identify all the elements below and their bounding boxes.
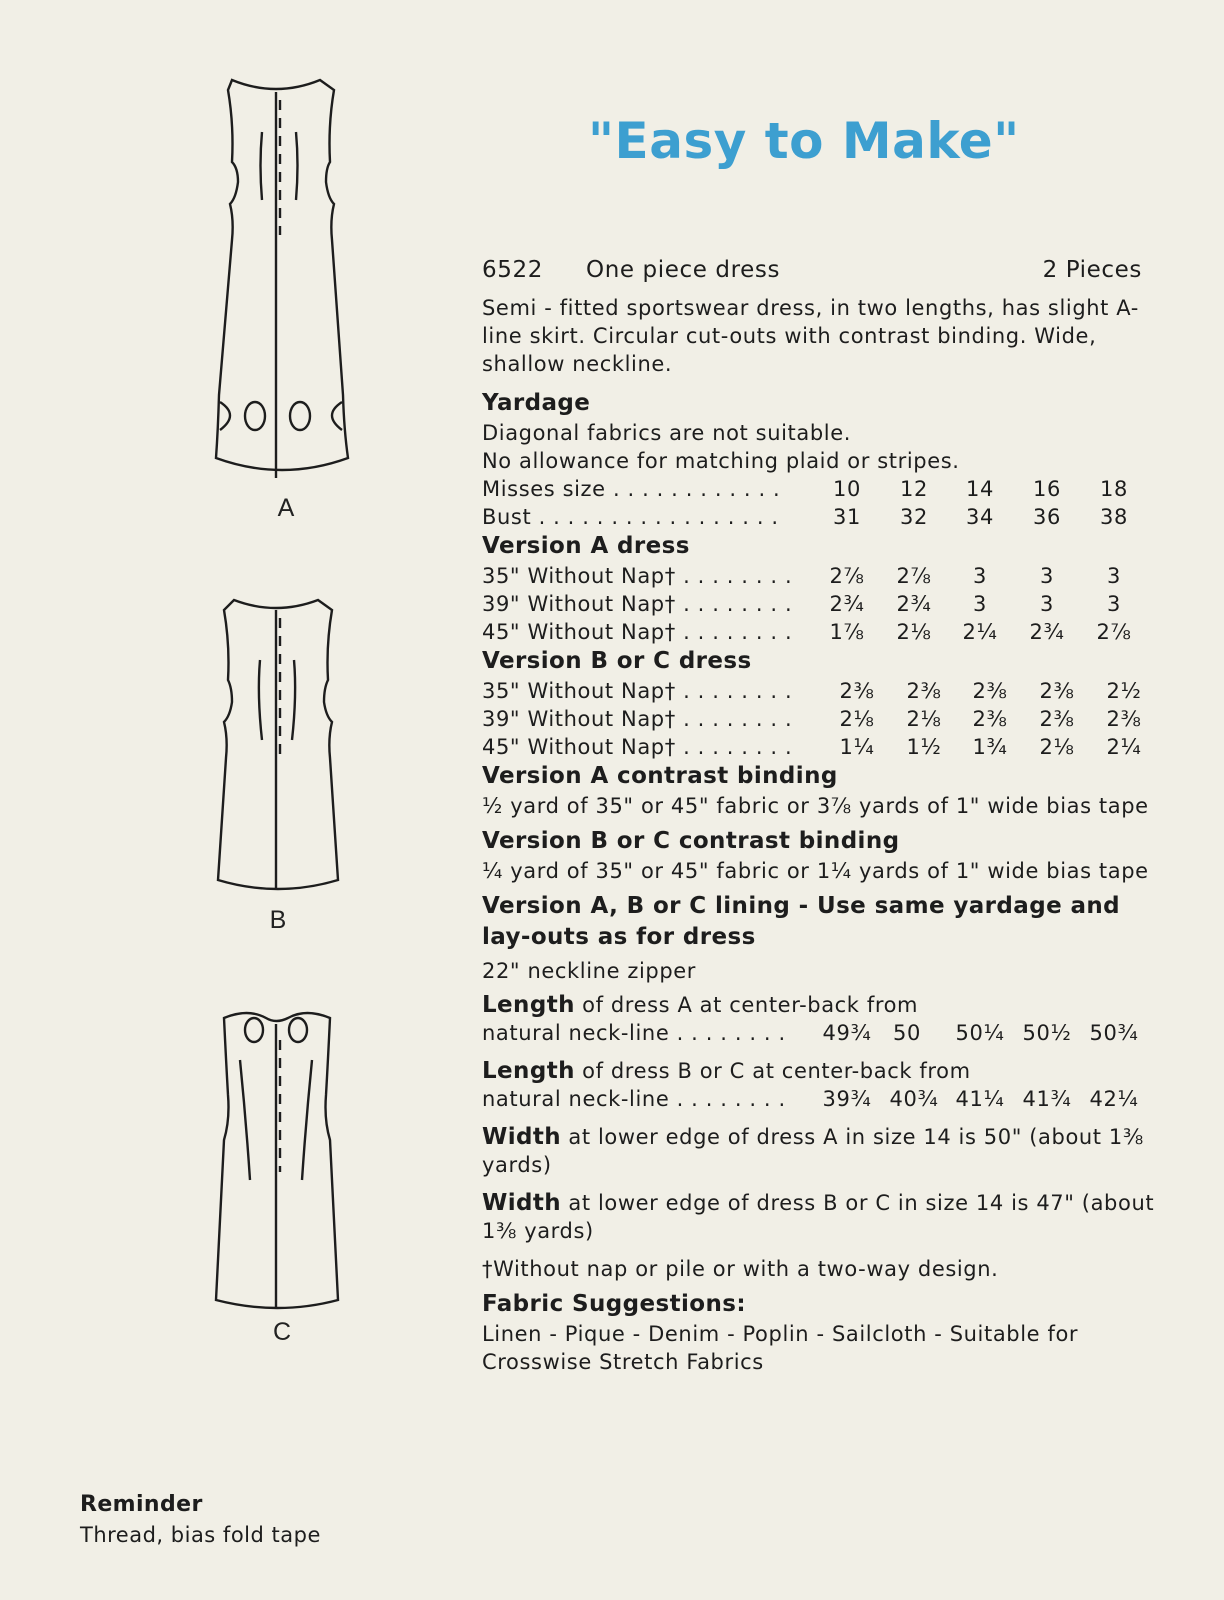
length-a-word: Length — [482, 992, 575, 1018]
yardage-row — [482, 705, 1182, 733]
bust-label: Bust . . . . . . . . . . . . . . . . . — [482, 505, 779, 529]
binding-a-heading: Version A contrast binding — [482, 763, 838, 789]
width-bc-word: Width — [482, 1190, 562, 1216]
size-label: Misses size . . . . . . . . . . . . — [482, 477, 781, 501]
fabric-width-label: 45" Without Nap† . . . . . . . . — [482, 620, 793, 644]
length-value: 41¾ — [1022, 1087, 1072, 1111]
yardage-value: 2⅜ — [1039, 707, 1075, 731]
length-a-text: of dress A at center-back from — [574, 993, 919, 1017]
size-row — [482, 475, 1182, 503]
length-value: 50½ — [1022, 1021, 1072, 1045]
dress-c-back-view-icon — [210, 1000, 360, 1320]
dress-a-back-view-icon — [210, 70, 360, 490]
size-value: 10 — [833, 477, 861, 501]
bust-value: 31 — [833, 505, 861, 529]
length-value: 49¾ — [822, 1021, 872, 1045]
reminder-heading: Reminder — [80, 1492, 203, 1517]
length-bc-row — [482, 1057, 1182, 1085]
yardage-value: 2½ — [1106, 679, 1142, 703]
bust-value: 38 — [1100, 505, 1128, 529]
pattern-details — [482, 256, 1182, 1376]
width-a-rest: at lower edge of dress A in size 14 is 50" (about 1⅜ yards) — [482, 1125, 1144, 1177]
zipper-note: 22" neckline zipper — [482, 959, 697, 983]
yardage-row — [482, 562, 1182, 590]
yardage-value: 3 — [1107, 592, 1121, 616]
binding-bc-text: ¼ yard of 35" or 45" fabric or 1¼ yards of 1" wide bias tape — [482, 859, 1149, 883]
yardage-value: 2⅞ — [1096, 620, 1132, 644]
figure-c — [210, 1000, 360, 1320]
yardage-value: 2¼ — [1106, 735, 1142, 759]
yardage-value: 2⅛ — [896, 620, 932, 644]
yardage-value: 2¾ — [829, 592, 865, 616]
neckline-label: natural neck-line . . . . . . . . — [482, 1087, 786, 1111]
version-bc-heading: Version B or C dress — [482, 648, 752, 674]
length-value: 50¾ — [1089, 1021, 1139, 1045]
yardage-value: 1½ — [906, 735, 942, 759]
figure-label-a: A — [277, 494, 295, 522]
yardage-value: 2⅛ — [1039, 735, 1075, 759]
fabric-width-label: 45" Without Nap† . . . . . . . . — [482, 735, 793, 759]
pattern-header-row — [482, 256, 1182, 288]
neckline-label: natural neck-line . . . . . . . . — [482, 1021, 786, 1045]
fabric-width-label: 35" Without Nap† . . . . . . . . — [482, 679, 793, 703]
yardage-value: 2⅜ — [972, 707, 1008, 731]
length-bc-word: Length — [482, 1058, 575, 1084]
lining-heading: Version A, B or C lining - Use same yardage and lay-outs as for dress — [482, 893, 1121, 950]
yardage-note: Diagonal fabrics are not suitable. — [482, 421, 852, 445]
yardage-row — [482, 618, 1182, 646]
length-value: 41¼ — [955, 1087, 1005, 1111]
width-a-text — [482, 1123, 1172, 1179]
yardage-value: 1¾ — [972, 735, 1008, 759]
size-value: 14 — [966, 477, 994, 501]
pattern-number: 6522 — [482, 257, 543, 283]
yardage-value: 2⅜ — [1039, 679, 1075, 703]
figure-label-c: C — [272, 1318, 292, 1346]
length-value: 40¾ — [889, 1087, 939, 1111]
fabric-width-label: 39" Without Nap† . . . . . . . . — [482, 707, 793, 731]
bust-value: 34 — [966, 505, 994, 529]
reminder-text: Thread, bias fold tape — [80, 1523, 321, 1547]
yardage-value: 3 — [973, 564, 987, 588]
fabric-text: Linen - Pique - Denim - Poplin - Sailcloth - Suitable for Crosswise Stretch Fabrics — [482, 1322, 1079, 1374]
yardage-value: 1¼ — [839, 735, 875, 759]
yardage-value: 2⅜ — [972, 679, 1008, 703]
figure-label-b: B — [269, 906, 287, 934]
pattern-pieces: 2 Pieces — [1042, 257, 1142, 283]
binding-bc-heading: Version B or C contrast binding — [482, 828, 900, 854]
yardage-value: 3 — [973, 592, 987, 616]
size-value: 12 — [900, 477, 928, 501]
length-bc-values-row — [482, 1085, 1182, 1113]
length-a-row — [482, 991, 1182, 1019]
yardage-row — [482, 677, 1182, 705]
yardage-value: 2¾ — [896, 592, 932, 616]
pattern-description: Semi - fitted sportswear dress, in two lengths, has slight A-line skirt. Circular cut-outs with contrast binding. Wide, shallow neckline. — [482, 296, 1139, 376]
length-value: 42¼ — [1089, 1087, 1139, 1111]
figure-a — [210, 70, 360, 490]
binding-a-text: ½ yard of 35" or 45" fabric or 3⅞ yards of 1" wide bias tape — [482, 794, 1149, 818]
width-bc-rest: at lower edge of dress B or C in size 14 is 47" (about 1⅜ yards) — [482, 1191, 1155, 1243]
version-a-heading: Version A dress — [482, 533, 690, 559]
length-value: 50¼ — [955, 1021, 1005, 1045]
bust-value: 36 — [1033, 505, 1061, 529]
yardage-row — [482, 590, 1182, 618]
yardage-value: 2⅜ — [906, 679, 942, 703]
yardage-value: 2⅞ — [896, 564, 932, 588]
width-bc-text — [482, 1189, 1172, 1245]
pattern-name: One piece dress — [586, 257, 781, 283]
yardage-value: 2⅞ — [829, 564, 865, 588]
yardage-value: 1⅞ — [829, 620, 865, 644]
dress-b-back-view-icon — [210, 590, 360, 900]
yardage-value: 2⅜ — [1106, 707, 1142, 731]
yardage-value: 2⅛ — [839, 707, 875, 731]
yardage-value: 2⅛ — [906, 707, 942, 731]
yardage-value: 3 — [1040, 564, 1054, 588]
yardage-note: No allowance for matching plaid or stripes. — [482, 449, 960, 473]
yardage-value: 3 — [1040, 592, 1054, 616]
yardage-value: 2⅜ — [839, 679, 875, 703]
bust-row — [482, 503, 1182, 531]
size-value: 16 — [1033, 477, 1061, 501]
figure-b — [210, 590, 360, 900]
length-bc-text: of dress B or C at center-back from — [574, 1059, 971, 1083]
length-value: 50 — [893, 1021, 921, 1045]
yardage-value: 3 — [1107, 564, 1121, 588]
yardage-row — [482, 733, 1182, 761]
fabric-width-label: 35" Without Nap† . . . . . . . . — [482, 564, 793, 588]
length-value: 39¾ — [822, 1087, 872, 1111]
footnote: †Without nap or pile or with a two-way design. — [482, 1257, 999, 1281]
page-title: "Easy to Make" — [588, 112, 1020, 170]
yardage-value: 2¼ — [962, 620, 998, 644]
bust-value: 32 — [900, 505, 928, 529]
reminder — [80, 1490, 321, 1550]
yardage-value: 2¾ — [1029, 620, 1065, 644]
fabric-heading: Fabric Suggestions: — [482, 1291, 746, 1317]
length-a-values-row — [482, 1019, 1182, 1047]
width-a-word: Width — [482, 1124, 562, 1150]
size-value: 18 — [1100, 477, 1128, 501]
yardage-heading: Yardage — [482, 390, 591, 416]
fabric-width-label: 39" Without Nap† . . . . . . . . — [482, 592, 793, 616]
